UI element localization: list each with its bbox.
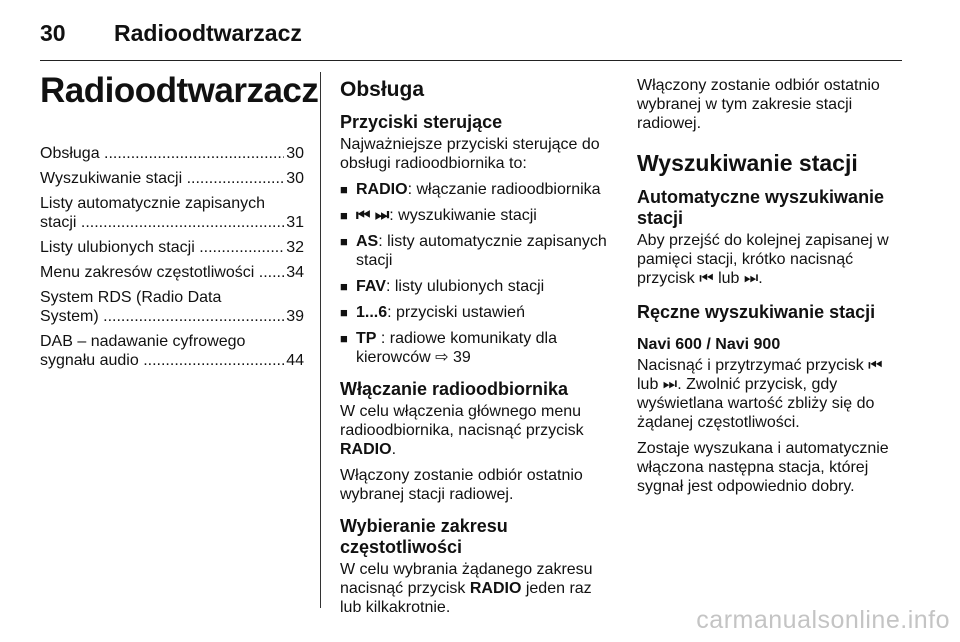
subheading-auto: Automatyczne wyszukiwanie stacji — [637, 187, 885, 228]
subheading-navi: Navi 600 / Navi 900 — [637, 336, 781, 353]
toc-entry[interactable] — [40, 238, 304, 257]
toc-text-line1: Listy automatycznie zapisanych — [40, 195, 265, 212]
list-item: ■ AS: listy automatycznie zapisanych stacji — [340, 232, 608, 270]
list-item: ■ ⏮ ⏭: wyszukiwanie stacji — [340, 206, 608, 225]
toc-text: Obsługa — [40, 145, 100, 162]
paragraph: Zostaje wyszukana i automatycznie włączona następna stacja, której sygnał jest odpowiednio dobry. — [637, 440, 889, 495]
paragraph: Włączony zostanie odbiór ostatnio wybranej stacji radiowej. — [340, 467, 583, 503]
toc-text: Menu zakresów częstotliwości — [40, 264, 255, 281]
toc-page: 31 — [286, 214, 304, 231]
toc-entry[interactable] — [40, 263, 304, 282]
paragraph: Aby przejść do kolejnej zapisanej w pamięci stacji, krótko nacisnąć przycisk ⏮ lub ⏭. — [637, 232, 889, 287]
button-key: AS — [356, 233, 379, 250]
toc-entry[interactable] — [40, 194, 304, 232]
column-divider — [320, 72, 321, 608]
paragraph: W celu włączenia głównego menu radioodbiornika, nacisnąć przycisk RADIO. — [340, 403, 584, 458]
subheading-wlaczanie: Włączanie radioodbiornika — [340, 379, 569, 399]
toc-entry[interactable] — [40, 288, 304, 326]
chapter-title: Radioodtwarzacz — [40, 71, 319, 110]
paragraph: Włączony zostanie odbiór ostatnio wybranej w tym zakresie stacji radiowej. — [637, 77, 880, 132]
toc-text-line1: System RDS (Radio Data — [40, 289, 222, 306]
right-column — [637, 76, 905, 503]
toc-text: System) — [40, 308, 99, 325]
subheading-przyciski: Przyciski sterujące — [340, 112, 503, 132]
watermark: carmanualsonline.info — [696, 606, 950, 634]
header-divider — [40, 60, 902, 61]
list-item: ■ 1...6: przyciski ustawień — [340, 303, 608, 322]
button-key: RADIO — [469, 580, 522, 597]
section-heading-obsluga: Obsługa — [340, 78, 425, 101]
button-key: 1...6 — [356, 304, 388, 321]
toc-page: 30 — [286, 170, 304, 187]
header-title: Radioodtwarzacz — [114, 20, 302, 46]
toc-column — [40, 70, 319, 376]
middle-column — [340, 78, 608, 624]
button-key: TP — [356, 330, 377, 347]
toc-page: 34 — [286, 264, 304, 281]
paragraph: Nacisnąć i przytrzymać przycisk ⏮ lub ⏭. Zwolnić przycisk, gdy wyświetlana wartość zbliży się do żądanej częstotliwości. — [637, 357, 883, 431]
seek-buttons-icon: ⏮ ⏭ — [356, 207, 390, 224]
toc-text: sygnału audio — [40, 352, 139, 369]
toc-entry[interactable] — [40, 169, 304, 188]
button-key: FAV — [356, 278, 386, 295]
list-item: ■ TP : radiowe komunikaty dla kierowców ⇨ 39 — [340, 329, 608, 367]
toc-text: Wyszukiwanie stacji — [40, 170, 183, 187]
toc-page: 32 — [286, 239, 304, 256]
toc-text-line1: DAB – nadawanie cyfrowego — [40, 333, 246, 350]
toc-entry[interactable] — [40, 144, 304, 163]
intro-paragraph: Najważniejsze przyciski sterujące do obsługi radioodbiornika to: — [340, 136, 600, 172]
button-key: RADIO — [340, 441, 392, 458]
subheading-wybieranie: Wybieranie zakresu częstotliwości — [340, 516, 508, 557]
toc-page: 44 — [286, 352, 304, 369]
toc-text: stacji — [40, 214, 77, 231]
list-item: ■ FAV: listy ulubionych stacji — [340, 277, 608, 296]
toc-entry[interactable] — [40, 332, 304, 370]
paragraph: W celu wybrania żądanego zakresu nacisnąć przycisk RADIO jeden raz lub kilkakrotnie. — [340, 561, 593, 616]
section-heading-wyszukiwanie: Wyszukiwanie stacji — [637, 150, 858, 176]
button-key: RADIO — [356, 181, 408, 198]
toc-page: 39 — [286, 308, 304, 325]
list-item: ■ RADIO: włączanie radioodbiornika — [340, 180, 608, 199]
page-number: 30 — [40, 20, 66, 46]
toc-text: Listy ulubionych stacji — [40, 239, 195, 256]
control-buttons-list — [340, 180, 608, 367]
toc-page: 30 — [286, 145, 304, 162]
subheading-reczne: Ręczne wyszukiwanie stacji — [637, 302, 876, 322]
